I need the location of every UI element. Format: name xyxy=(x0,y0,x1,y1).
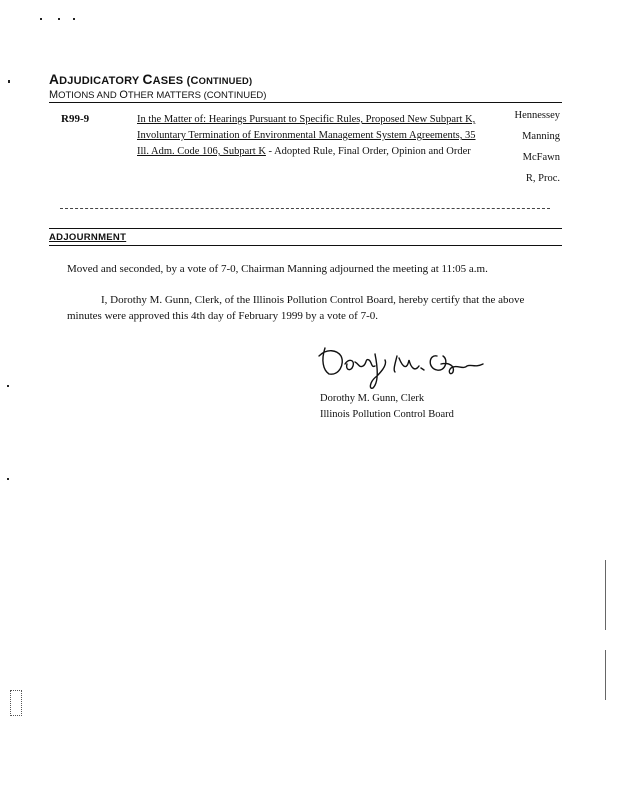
vote-entry: McFawn xyxy=(522,152,560,163)
scan-punch-mark xyxy=(10,690,22,716)
item-divider xyxy=(60,208,550,209)
clerk-signature xyxy=(315,334,490,390)
scan-speck xyxy=(8,80,10,83)
matter-description xyxy=(137,112,482,160)
vote-entry: R, Proc. xyxy=(525,173,560,184)
certification-paragraph: I, Dorothy M. Gunn, Clerk, of the Illinois Pollution Control Board, hereby certify that the above minutes were approved this 4th day of February 1999 by a vote of 7-0. xyxy=(67,294,525,322)
section-rule xyxy=(49,228,562,229)
scan-edge-mark xyxy=(605,560,606,630)
matter-title: In the Matter of: Hearings Pursuant to Specific Rules, Proposed New Subpart K, Involuntary Termination of Environmental Management System Agreements, 35 Ill. Adm. Code 106, Subpart K xyxy=(137,114,476,157)
adjournment-motion: Moved and seconded, by a vote of 7-0, Chairman Manning adjourned the meeting at 11:05 a.m. xyxy=(67,263,488,275)
adjournment-heading: ADJOURNMENT xyxy=(49,232,127,243)
section-subheading: MOTIONS AND OTHER MATTERS (CONTINUED) xyxy=(49,89,267,101)
matter-action: - Adopted Rule, Final Order, Opinion and Order xyxy=(265,146,471,157)
scan-edge-mark xyxy=(605,650,606,700)
scan-speck xyxy=(40,18,42,20)
scan-speck xyxy=(7,385,9,387)
vote-entry: Manning xyxy=(522,131,560,142)
clerk-name: Dorothy M. Gunn, Clerk xyxy=(320,393,425,404)
vote-entry: Hennessey xyxy=(514,110,560,121)
docket-number: R99-9 xyxy=(61,113,90,125)
scan-speck xyxy=(73,18,75,20)
scan-speck xyxy=(7,478,9,480)
signature-text: Dorothy M. Gunn xyxy=(315,334,323,335)
vote-list xyxy=(484,110,560,194)
clerk-organization: Illinois Pollution Control Board xyxy=(320,409,454,420)
scan-speck xyxy=(58,18,60,20)
header-rule xyxy=(49,102,562,103)
section-heading: ADJUDICATORY CASES (CONTINUED) xyxy=(49,72,253,87)
adjournment-rule xyxy=(49,245,562,246)
